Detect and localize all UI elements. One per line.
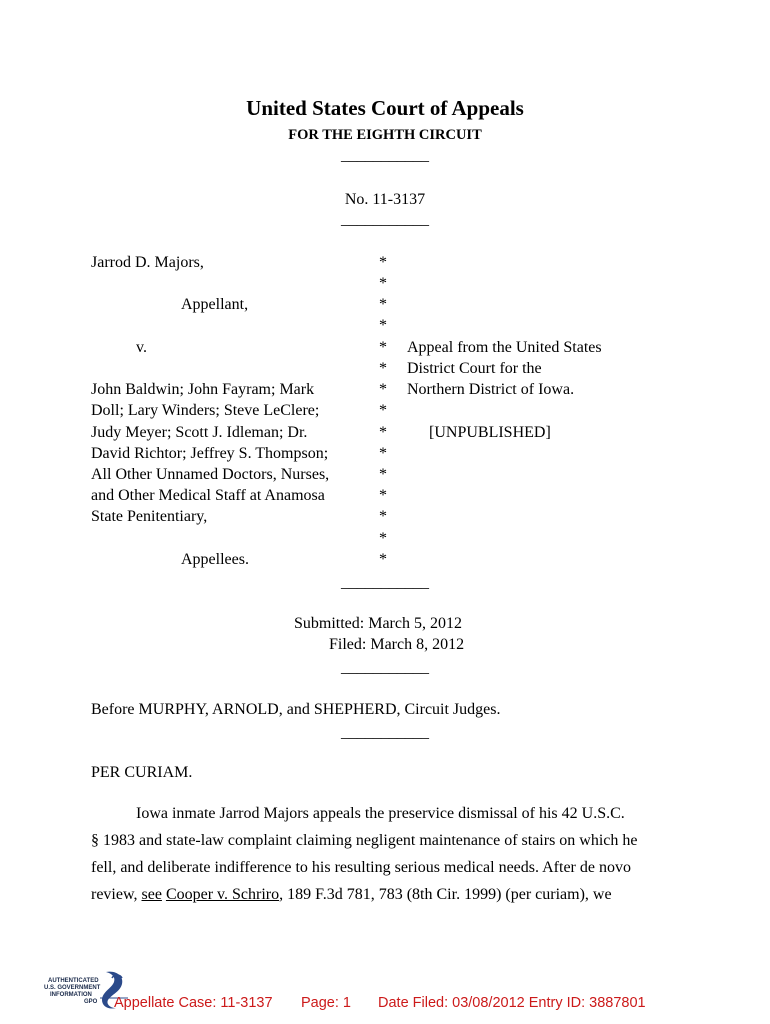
caption-star: * — [379, 317, 387, 334]
divider-2: ___________ — [341, 211, 429, 228]
caption-star: * — [379, 275, 387, 292]
logo-line: AUTHENTICATED — [48, 978, 99, 984]
logo-line: GPO — [84, 999, 98, 1005]
appellees-line: State Penitentiary, — [91, 508, 208, 525]
footer-filed: Date Filed: 03/08/2012 Entry ID: 3887801 — [378, 995, 646, 1011]
caption-star: * — [379, 487, 387, 504]
caption-star: * — [379, 381, 387, 398]
caption-star: * — [379, 402, 387, 419]
submitted-date: Submitted: March 5, 2012 — [294, 615, 462, 632]
appellant-role: Appellant, — [181, 296, 249, 313]
appellees-line: Doll; Lary Winders; Steve LeClere; — [91, 402, 320, 419]
caption-star: * — [379, 466, 387, 483]
logo-line: U.S. GOVERNMENT — [44, 985, 101, 991]
appellee-role: Appellees. — [181, 551, 249, 568]
caption-star: * — [379, 530, 387, 547]
appeal-line: Northern District of Iowa. — [407, 381, 575, 398]
divider-1: ___________ — [341, 147, 429, 164]
unpublished-label: [UNPUBLISHED] — [429, 424, 551, 441]
opinion-text: review, — [91, 886, 142, 903]
divider-3: ___________ — [341, 574, 429, 591]
filed-date: Filed: March 8, 2012 — [329, 636, 465, 653]
per-curiam-heading: PER CURIAM. — [91, 764, 193, 781]
divider-4: ___________ — [341, 659, 429, 676]
appellees-line: David Richtor; Jeffrey S. Thompson; — [91, 445, 329, 462]
caption-star: * — [379, 296, 387, 313]
caption-star: * — [379, 508, 387, 525]
case-citation: Cooper v. Schriro — [165, 886, 280, 903]
case-number: No. 11-3137 — [344, 191, 426, 208]
signal-see: see — [141, 886, 162, 903]
divider-5: ___________ — [341, 724, 429, 741]
appellees-line: Judy Meyer; Scott J. Idleman; Dr. — [91, 424, 308, 441]
court-title: United States Court of Appeals — [246, 96, 524, 120]
panel-judges: Before MURPHY, ARNOLD, and SHEPHERD, Circuit Judges. — [91, 701, 501, 718]
opinion-line: Iowa inmate Jarrod Majors appeals the preservice dismissal of his 42 U.S.C. — [136, 805, 625, 822]
appeal-line: Appeal from the United States — [407, 339, 602, 356]
circuit-name: FOR THE EIGHTH CIRCUIT — [288, 127, 482, 143]
opinion-line: § 1983 and state-law complaint claiming negligent maintenance of stairs on which he — [91, 832, 638, 849]
caption-star: * — [379, 445, 387, 462]
opinion-line: fell, and deliberate indifference to his resulting serious medical needs. After de novo — [91, 859, 631, 876]
appeal-line: District Court for the — [407, 360, 542, 377]
footer-page: Page: 1 — [301, 995, 351, 1011]
appellees-line: and Other Medical Staff at Anamosa — [91, 487, 325, 504]
caption-star: * — [379, 424, 387, 441]
appellees-line: John Baldwin; John Fayram; Mark — [91, 381, 315, 398]
footer-case: Appellate Case: 11-3137 — [114, 995, 273, 1011]
versus: v. — [136, 339, 147, 356]
caption-star: * — [379, 551, 387, 568]
caption-star: * — [379, 360, 387, 377]
logo-line: INFORMATION — [50, 992, 92, 998]
caption-star: * — [379, 254, 387, 271]
opinion-line — [91, 886, 612, 904]
opinion-text: , 189 F.3d 781, 783 (8th Cir. 1999) (per curiam), we — [279, 886, 612, 903]
appellees-line: All Other Unnamed Doctors, Nurses, — [91, 466, 330, 483]
appellant-name: Jarrod D. Majors, — [91, 254, 204, 271]
caption-star: * — [379, 339, 387, 356]
